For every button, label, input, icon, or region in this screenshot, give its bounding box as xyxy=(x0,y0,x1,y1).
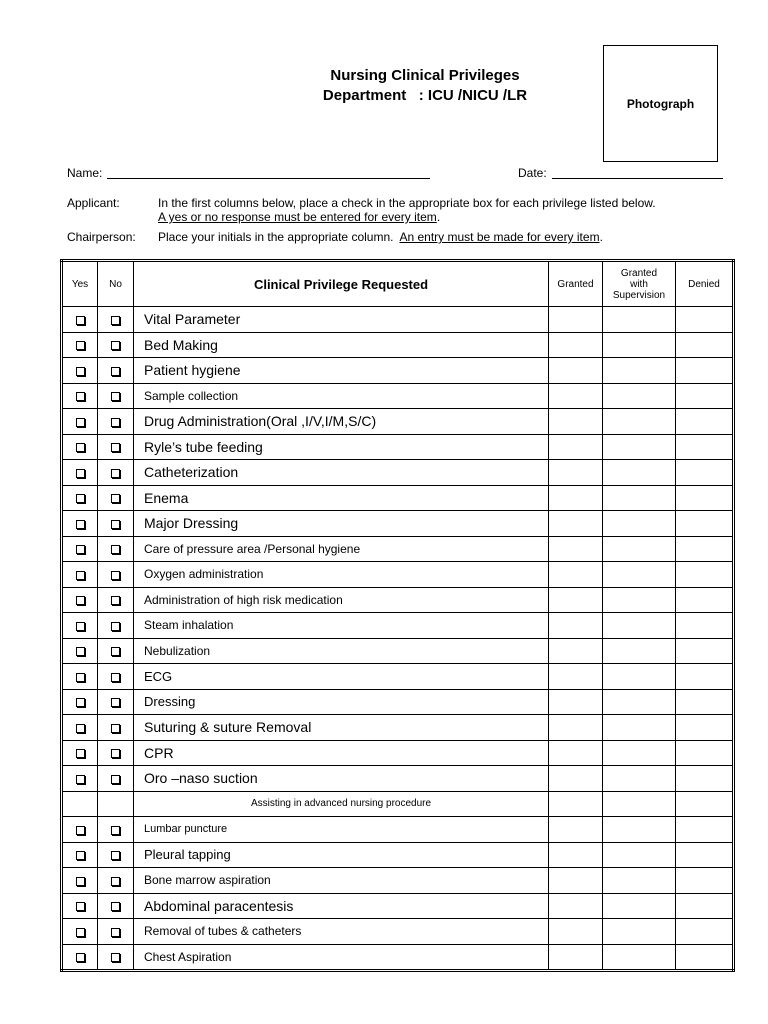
chairperson-note: An entry must be made for every item xyxy=(399,230,600,244)
privilege-label: Major Dressing xyxy=(134,511,549,537)
yes-checkbox[interactable] xyxy=(76,494,85,503)
header-privilege: Clinical Privilege Requested xyxy=(134,261,549,307)
no-cell xyxy=(98,817,134,843)
section-heading: Assisting in advanced nursing procedure xyxy=(134,791,549,817)
denied-cell[interactable] xyxy=(676,587,734,613)
no-cell xyxy=(98,868,134,894)
yes-cell xyxy=(62,485,98,511)
no-cell xyxy=(98,919,134,945)
granted-supervision-cell[interactable] xyxy=(603,919,676,945)
header-yes: Yes xyxy=(62,261,98,307)
granted-cell[interactable] xyxy=(549,511,603,537)
privilege-label: Removal of tubes & catheters xyxy=(134,919,549,945)
yes-cell xyxy=(62,307,98,333)
yes-cell xyxy=(62,536,98,562)
privilege-label: Abdominal paracentesis xyxy=(134,893,549,919)
denied-cell[interactable] xyxy=(676,842,734,868)
yes-cell xyxy=(62,613,98,639)
denied-cell[interactable] xyxy=(676,358,734,384)
no-cell xyxy=(98,842,134,868)
no-cell xyxy=(98,740,134,766)
granted-cell[interactable] xyxy=(549,817,603,843)
privileges-body xyxy=(62,307,734,971)
granted-supervision-cell[interactable] xyxy=(603,536,676,562)
yes-cell xyxy=(62,332,98,358)
denied-cell[interactable] xyxy=(676,944,734,971)
yes-checkbox[interactable] xyxy=(76,316,85,325)
no-cell xyxy=(98,434,134,460)
no-cell xyxy=(98,460,134,486)
denied-cell[interactable] xyxy=(676,868,734,894)
denied-cell[interactable] xyxy=(676,740,734,766)
yes-cell xyxy=(62,868,98,894)
section-empty-no xyxy=(98,791,134,817)
granted-cell[interactable] xyxy=(549,740,603,766)
denied-cell[interactable] xyxy=(676,434,734,460)
granted-cell[interactable] xyxy=(549,944,603,971)
granted-supervision-cell[interactable] xyxy=(603,842,676,868)
yes-cell xyxy=(62,689,98,715)
table-row xyxy=(62,358,734,384)
no-cell xyxy=(98,587,134,613)
no-checkbox[interactable] xyxy=(111,545,120,554)
header-granted: Granted xyxy=(549,261,603,307)
no-cell xyxy=(98,536,134,562)
no-checkbox[interactable] xyxy=(111,826,120,835)
privileges-table xyxy=(60,259,735,972)
no-cell xyxy=(98,893,134,919)
granted-supervision-cell[interactable] xyxy=(603,511,676,537)
granted-supervision-cell[interactable] xyxy=(603,740,676,766)
table-row xyxy=(62,485,734,511)
photograph-label: Photograph xyxy=(626,96,695,111)
granted-supervision-cell[interactable] xyxy=(603,460,676,486)
granted-cell[interactable] xyxy=(549,715,603,741)
table-row xyxy=(62,868,734,894)
denied-cell[interactable] xyxy=(676,893,734,919)
table-row xyxy=(62,689,734,715)
yes-cell xyxy=(62,740,98,766)
no-checkbox[interactable] xyxy=(111,392,120,401)
granted-cell[interactable] xyxy=(549,868,603,894)
granted-supervision-cell[interactable] xyxy=(603,562,676,588)
chairperson-text: Place your initials in the appropriate column. xyxy=(158,230,394,244)
no-checkbox[interactable] xyxy=(111,698,120,707)
no-checkbox[interactable] xyxy=(111,443,120,452)
yes-cell xyxy=(62,766,98,792)
privilege-label: Lumbar puncture xyxy=(134,817,549,843)
date-label: Date: xyxy=(518,166,547,180)
privilege-label: Bone marrow aspiration xyxy=(134,868,549,894)
granted-cell[interactable] xyxy=(549,383,603,409)
no-cell xyxy=(98,638,134,664)
table-row xyxy=(62,715,734,741)
yes-checkbox[interactable] xyxy=(76,749,85,758)
privilege-label: CPR xyxy=(134,740,549,766)
privilege-label: Patient hygiene xyxy=(134,358,549,384)
granted-supervision-cell[interactable] xyxy=(603,689,676,715)
yes-cell xyxy=(62,358,98,384)
no-cell xyxy=(98,613,134,639)
denied-cell[interactable] xyxy=(676,307,734,333)
applicant-note-line xyxy=(158,210,738,224)
denied-cell[interactable] xyxy=(676,689,734,715)
granted-cell[interactable] xyxy=(549,358,603,384)
yes-cell xyxy=(62,944,98,971)
yes-checkbox[interactable] xyxy=(76,902,85,911)
yes-cell xyxy=(62,434,98,460)
yes-cell xyxy=(62,715,98,741)
granted-supervision-cell[interactable] xyxy=(603,715,676,741)
granted-supervision-cell[interactable] xyxy=(603,893,676,919)
yes-cell xyxy=(62,460,98,486)
yes-checkbox[interactable] xyxy=(76,953,85,962)
denied-cell[interactable] xyxy=(676,919,734,945)
table-row xyxy=(62,332,734,358)
table-row xyxy=(62,562,734,588)
privilege-label: Steam inhalation xyxy=(134,613,549,639)
no-cell xyxy=(98,664,134,690)
yes-cell xyxy=(62,409,98,435)
no-checkbox[interactable] xyxy=(111,877,120,886)
header-granted-supervision xyxy=(603,261,676,307)
no-cell xyxy=(98,358,134,384)
denied-cell[interactable] xyxy=(676,511,734,537)
name-field[interactable] xyxy=(107,178,430,179)
granted-supervision-cell[interactable] xyxy=(603,944,676,971)
yes-checkbox[interactable] xyxy=(76,520,85,529)
granted-supervision-cell[interactable] xyxy=(603,358,676,384)
yes-checkbox[interactable] xyxy=(76,367,85,376)
applicant-instructions xyxy=(158,196,738,224)
no-checkbox[interactable] xyxy=(111,571,120,580)
yes-checkbox[interactable] xyxy=(76,647,85,656)
yes-cell xyxy=(62,919,98,945)
no-checkbox[interactable] xyxy=(111,596,120,605)
no-checkbox[interactable] xyxy=(111,418,120,427)
granted-cell[interactable] xyxy=(549,485,603,511)
granted-supervision-cell[interactable] xyxy=(603,409,676,435)
no-checkbox[interactable] xyxy=(111,469,120,478)
yes-checkbox[interactable] xyxy=(76,571,85,580)
no-checkbox[interactable] xyxy=(111,928,120,937)
denied-cell[interactable] xyxy=(676,638,734,664)
no-checkbox[interactable] xyxy=(111,494,120,503)
no-checkbox[interactable] xyxy=(111,367,120,376)
denied-cell[interactable] xyxy=(676,715,734,741)
privilege-label: Suturing & suture Removal xyxy=(134,715,549,741)
table-row xyxy=(62,944,734,971)
granted-cell[interactable] xyxy=(549,664,603,690)
section-empty-yes xyxy=(62,791,98,817)
no-checkbox[interactable] xyxy=(111,902,120,911)
denied-cell[interactable] xyxy=(676,766,734,792)
header-granted-sup-line3: Supervision xyxy=(612,289,666,301)
table-row xyxy=(62,766,734,792)
granted-supervision-cell[interactable] xyxy=(603,766,676,792)
granted-cell[interactable] xyxy=(549,562,603,588)
privilege-label: Catheterization xyxy=(134,460,549,486)
granted-cell[interactable] xyxy=(549,689,603,715)
denied-cell[interactable] xyxy=(676,409,734,435)
granted-supervision-cell[interactable] xyxy=(603,613,676,639)
yes-checkbox[interactable] xyxy=(76,775,85,784)
granted-supervision-cell[interactable] xyxy=(603,664,676,690)
table-row xyxy=(62,842,734,868)
privilege-label: Enema xyxy=(134,485,549,511)
table-row xyxy=(62,587,734,613)
granted-supervision-cell[interactable] xyxy=(603,817,676,843)
applicant-label: Applicant: xyxy=(67,196,120,210)
table-row xyxy=(62,383,734,409)
yes-checkbox[interactable] xyxy=(76,443,85,452)
privilege-label: Ryle’s tube feeding xyxy=(134,434,549,460)
no-checkbox[interactable] xyxy=(111,520,120,529)
privilege-label: Care of pressure area /Personal hygiene xyxy=(134,536,549,562)
yes-checkbox[interactable] xyxy=(76,851,85,860)
department-title: Department : ICU /NICU /LR xyxy=(322,87,528,104)
privilege-label: Vital Parameter xyxy=(134,307,549,333)
no-checkbox[interactable] xyxy=(111,851,120,860)
no-cell xyxy=(98,689,134,715)
granted-supervision-cell[interactable] xyxy=(603,868,676,894)
name-label: Name: xyxy=(67,166,103,180)
form-title: Nursing Clinical Privileges xyxy=(330,67,520,84)
yes-cell xyxy=(62,817,98,843)
yes-checkbox[interactable] xyxy=(76,826,85,835)
section-row xyxy=(62,791,734,817)
granted-cell[interactable] xyxy=(549,791,603,817)
privilege-label: Drug Administration(Oral ,I/V,I/M,S/C) xyxy=(134,409,549,435)
table-row xyxy=(62,511,734,537)
granted-cell[interactable] xyxy=(549,409,603,435)
granted-supervision-cell[interactable] xyxy=(603,332,676,358)
no-cell xyxy=(98,332,134,358)
yes-checkbox[interactable] xyxy=(76,622,85,631)
no-cell xyxy=(98,307,134,333)
yes-checkbox[interactable] xyxy=(76,877,85,886)
granted-supervision-cell[interactable] xyxy=(603,791,676,817)
granted-supervision-cell[interactable] xyxy=(603,383,676,409)
granted-cell[interactable] xyxy=(549,307,603,333)
granted-cell[interactable] xyxy=(549,332,603,358)
denied-cell[interactable] xyxy=(676,383,734,409)
no-cell xyxy=(98,715,134,741)
privilege-label: Oxygen administration xyxy=(134,562,549,588)
applicant-note-end: . xyxy=(436,210,441,224)
denied-cell[interactable] xyxy=(676,460,734,486)
no-cell xyxy=(98,485,134,511)
yes-checkbox[interactable] xyxy=(76,469,85,478)
granted-cell[interactable] xyxy=(549,638,603,664)
granted-cell[interactable] xyxy=(549,893,603,919)
yes-cell xyxy=(62,664,98,690)
table-row xyxy=(62,664,734,690)
yes-checkbox[interactable] xyxy=(76,698,85,707)
chairperson-instructions xyxy=(158,230,738,244)
table-row xyxy=(62,740,734,766)
applicant-note: A yes or no response must be entered for every item xyxy=(158,210,437,224)
chairperson-label: Chairperson: xyxy=(67,230,136,244)
privilege-label: Administration of high risk medication xyxy=(134,587,549,613)
granted-cell[interactable] xyxy=(549,536,603,562)
header-no: No xyxy=(98,261,134,307)
yes-checkbox[interactable] xyxy=(76,392,85,401)
denied-cell[interactable] xyxy=(676,664,734,690)
yes-checkbox[interactable] xyxy=(76,724,85,733)
granted-supervision-cell[interactable] xyxy=(603,587,676,613)
yes-cell xyxy=(62,562,98,588)
no-cell xyxy=(98,766,134,792)
no-checkbox[interactable] xyxy=(111,775,120,784)
yes-checkbox[interactable] xyxy=(76,928,85,937)
granted-cell[interactable] xyxy=(549,766,603,792)
no-cell xyxy=(98,383,134,409)
denied-cell[interactable] xyxy=(676,485,734,511)
denied-cell[interactable] xyxy=(676,613,734,639)
table-row xyxy=(62,536,734,562)
no-checkbox[interactable] xyxy=(111,673,120,682)
table-row xyxy=(62,307,734,333)
table-row xyxy=(62,434,734,460)
granted-supervision-cell[interactable] xyxy=(603,307,676,333)
granted-supervision-cell[interactable] xyxy=(603,638,676,664)
table-row xyxy=(62,817,734,843)
no-cell xyxy=(98,944,134,971)
yes-cell xyxy=(62,511,98,537)
granted-cell[interactable] xyxy=(549,919,603,945)
granted-cell[interactable] xyxy=(549,587,603,613)
granted-supervision-cell[interactable] xyxy=(603,434,676,460)
yes-cell xyxy=(62,893,98,919)
privilege-label: Oro –naso suction xyxy=(134,766,549,792)
table-row xyxy=(62,613,734,639)
granted-cell[interactable] xyxy=(549,842,603,868)
privilege-label: Nebulization xyxy=(134,638,549,664)
header-granted-sup-line2: with xyxy=(630,278,648,290)
granted-cell[interactable] xyxy=(549,460,603,486)
photograph-box xyxy=(603,45,718,162)
no-checkbox[interactable] xyxy=(111,953,120,962)
denied-cell[interactable] xyxy=(676,817,734,843)
yes-cell xyxy=(62,842,98,868)
no-checkbox[interactable] xyxy=(111,724,120,733)
granted-cell[interactable] xyxy=(549,613,603,639)
granted-supervision-cell[interactable] xyxy=(603,485,676,511)
yes-checkbox[interactable] xyxy=(76,545,85,554)
yes-checkbox[interactable] xyxy=(76,673,85,682)
denied-cell[interactable] xyxy=(676,791,734,817)
table-header-row xyxy=(62,261,734,307)
privilege-label: Bed Making xyxy=(134,332,549,358)
table-row xyxy=(62,893,734,919)
no-cell xyxy=(98,562,134,588)
privilege-label: Chest Aspiration xyxy=(134,944,549,971)
no-checkbox[interactable] xyxy=(111,622,120,631)
no-cell xyxy=(98,409,134,435)
header-denied: Denied xyxy=(676,261,734,307)
date-field[interactable] xyxy=(552,178,723,179)
granted-cell[interactable] xyxy=(549,434,603,460)
no-cell xyxy=(98,511,134,537)
yes-cell xyxy=(62,383,98,409)
no-checkbox[interactable] xyxy=(111,316,120,325)
privilege-label: Dressing xyxy=(134,689,549,715)
privilege-label: ECG xyxy=(134,664,549,690)
no-checkbox[interactable] xyxy=(111,749,120,758)
denied-cell[interactable] xyxy=(676,562,734,588)
denied-cell[interactable] xyxy=(676,332,734,358)
table-row xyxy=(62,919,734,945)
privilege-label: Sample collection xyxy=(134,383,549,409)
table-row xyxy=(62,409,734,435)
denied-cell[interactable] xyxy=(676,536,734,562)
table-row xyxy=(62,638,734,664)
privilege-label: Pleural tapping xyxy=(134,842,549,868)
yes-cell xyxy=(62,638,98,664)
yes-cell xyxy=(62,587,98,613)
table-row xyxy=(62,460,734,486)
yes-checkbox[interactable] xyxy=(76,418,85,427)
chairperson-note-end: . xyxy=(599,230,603,244)
header-granted-sup-line1: Granted xyxy=(620,267,658,279)
no-checkbox[interactable] xyxy=(111,647,120,656)
no-checkbox[interactable] xyxy=(111,341,120,350)
yes-checkbox[interactable] xyxy=(76,341,85,350)
applicant-text: In the first columns below, place a check in the appropriate box for each privilege listed below. xyxy=(158,196,656,210)
yes-checkbox[interactable] xyxy=(76,596,85,605)
